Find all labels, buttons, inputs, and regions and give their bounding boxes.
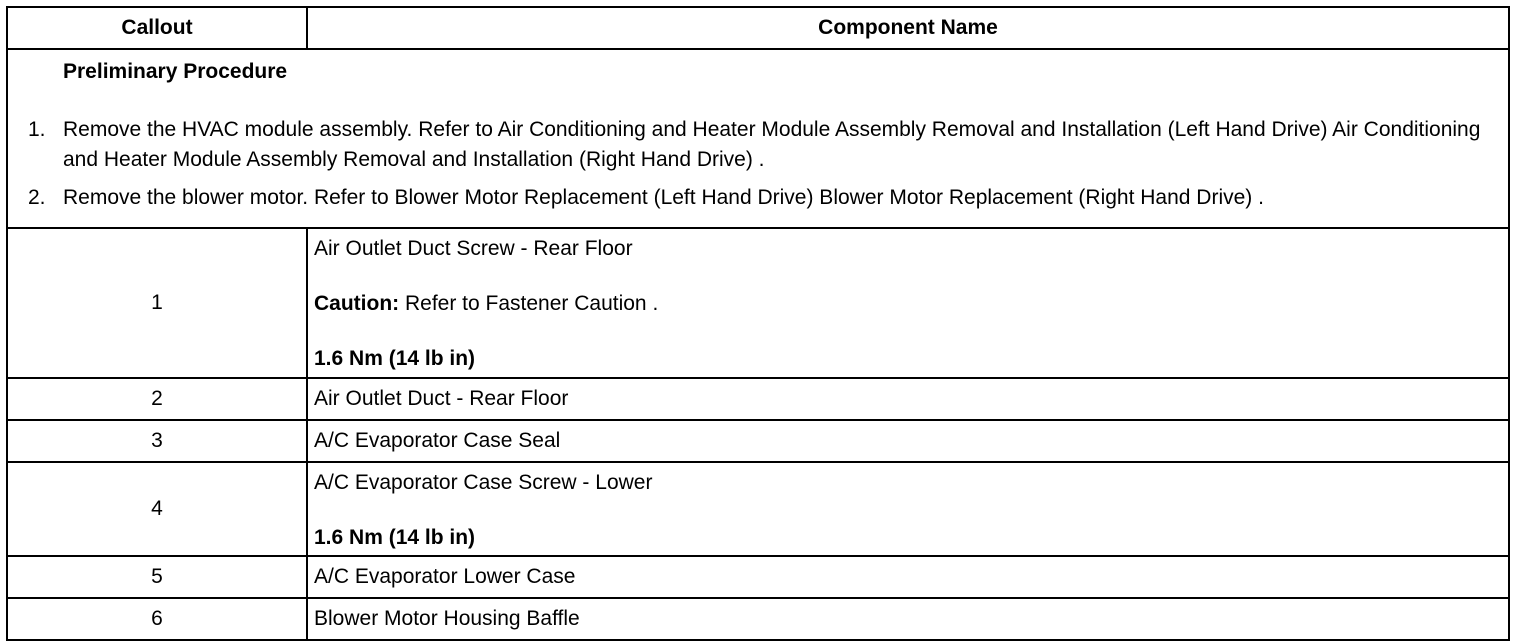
- torque-spec: 1.6 Nm (14 lb in): [314, 347, 476, 370]
- preliminary-procedure: [7, 49, 1509, 228]
- preliminary-step: [8, 115, 1508, 175]
- preliminary-steps: [8, 115, 1508, 213]
- callout-cell: 1: [7, 228, 307, 378]
- table-row: [7, 462, 1509, 556]
- header-callout: Callout: [7, 7, 307, 49]
- callout-cell: 6: [7, 598, 307, 640]
- step-number: 2.: [28, 186, 46, 209]
- header-component-name: Component Name: [307, 7, 1509, 49]
- component-cell: [307, 462, 1509, 556]
- component-name: A/C Evaporator Case Screw - Lower: [314, 471, 653, 494]
- step-number: 1.: [28, 118, 46, 141]
- preliminary-row: [7, 49, 1509, 228]
- header-row: [7, 7, 1509, 49]
- component-name: Air Outlet Duct Screw - Rear Floor: [314, 237, 633, 260]
- caution-note: [314, 292, 1508, 316]
- table-row: [7, 556, 1509, 598]
- torque-spec: 1.6 Nm (14 lb in): [314, 526, 476, 549]
- callout-cell: 4: [7, 462, 307, 556]
- caution-label: Caution:: [314, 292, 400, 315]
- table-row: [7, 378, 1509, 420]
- component-name: A/C Evaporator Lower Case: [307, 556, 1509, 598]
- preliminary-step: [8, 183, 1508, 213]
- caution-text: Refer to Fastener Caution .: [399, 292, 659, 315]
- table-row: [7, 420, 1509, 462]
- component-name: A/C Evaporator Case Seal: [307, 420, 1509, 462]
- step-text: Remove the HVAC module assembly. Refer to Air Conditioning and Heater Module Assembly Removal and Installation (Left Hand Drive) Air Conditioning and Heater Module Assembly Removal and Installation (Right Hand Drive) .: [63, 118, 1481, 171]
- step-text: Remove the blower motor. Refer to Blower Motor Replacement (Left Hand Drive) Blower Motor Replacement (Right Hand Drive) .: [63, 186, 1264, 209]
- preliminary-title: Preliminary Procedure: [63, 60, 288, 83]
- table-row: [7, 228, 1509, 378]
- component-name: Blower Motor Housing Baffle: [307, 598, 1509, 640]
- callout-cell: 3: [7, 420, 307, 462]
- callout-cell: 2: [7, 378, 307, 420]
- component-name: Air Outlet Duct - Rear Floor: [307, 378, 1509, 420]
- callout-cell: 5: [7, 556, 307, 598]
- components-table: [6, 6, 1510, 641]
- component-cell: [307, 228, 1509, 378]
